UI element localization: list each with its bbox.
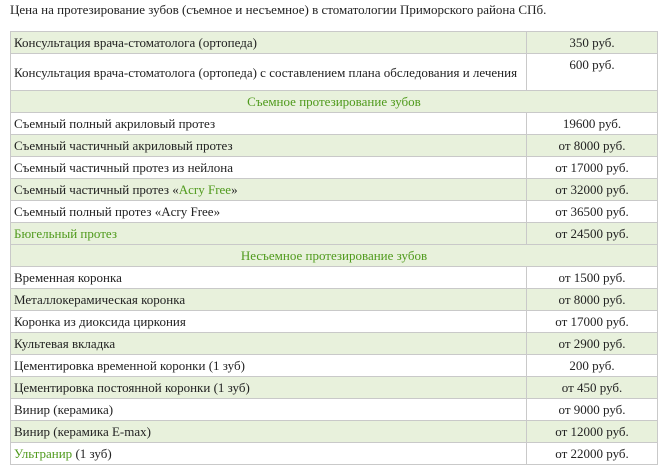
service-name: Цементировка постоянной коронки (1 зуб) xyxy=(11,377,527,399)
table-row xyxy=(11,443,658,465)
service-name: Съемный частичный протез из нейлона xyxy=(11,157,527,179)
table-row xyxy=(11,135,658,157)
service-name: Консультация врача-стоматолога (ортопеда) с составлением плана обследования и лечения xyxy=(11,54,527,91)
service-name: Временная коронка xyxy=(11,267,527,289)
service-name: Винир (керамика E-max) xyxy=(11,421,527,443)
service-name: Съемный частичный акриловый протез xyxy=(11,135,527,157)
service-price: от 1500 руб. xyxy=(527,267,658,289)
service-name: Съемный полный акриловый протез xyxy=(11,113,527,135)
service-name-prefix: Съемный частичный протез « xyxy=(14,182,179,197)
service-price: от 36500 руб. xyxy=(527,201,658,223)
service-price: 200 руб. xyxy=(527,355,658,377)
service-price: от 8000 руб. xyxy=(527,135,658,157)
table-row xyxy=(11,289,658,311)
table-row xyxy=(11,421,658,443)
table-row xyxy=(11,223,658,245)
table-row xyxy=(11,157,658,179)
table-row xyxy=(11,54,658,91)
service-name-suffix: » xyxy=(231,182,238,197)
service-name xyxy=(11,223,527,245)
service-name xyxy=(11,179,527,201)
service-price: от 17000 руб. xyxy=(527,311,658,333)
price-table xyxy=(10,31,658,465)
section-header-removable xyxy=(11,91,658,113)
table-row xyxy=(11,113,658,135)
service-name xyxy=(11,443,527,465)
table-row xyxy=(11,201,658,223)
section-title: Несъемное протезирование зубов xyxy=(11,245,658,267)
table-row xyxy=(11,355,658,377)
service-price: 19600 руб. xyxy=(527,113,658,135)
service-name-suffix: (1 зуб) xyxy=(72,446,112,461)
table-row xyxy=(11,179,658,201)
service-name: Культевая вкладка xyxy=(11,333,527,355)
service-name: Консультация врача-стоматолога (ортопеда) xyxy=(11,32,527,54)
price-caption: Цена на протезирование зубов (съемное и несъемное) в стоматологии Приморского района СПб. xyxy=(10,2,547,17)
service-price: от 2900 руб. xyxy=(527,333,658,355)
table-row xyxy=(11,377,658,399)
service-price: от 8000 руб. xyxy=(527,289,658,311)
table-row xyxy=(11,32,658,54)
service-price: 350 руб. xyxy=(527,32,658,54)
section-title: Съемное протезирование зубов xyxy=(11,91,658,113)
ultranir-link[interactable]: Ультранир xyxy=(14,446,73,461)
service-price: от 22000 руб. xyxy=(527,443,658,465)
service-price: от 24500 руб. xyxy=(527,223,658,245)
service-price: от 450 руб. xyxy=(527,377,658,399)
service-price: от 9000 руб. xyxy=(527,399,658,421)
table-row xyxy=(11,333,658,355)
service-name: Винир (керамика) xyxy=(11,399,527,421)
acry-free-link[interactable]: Acry Free xyxy=(178,182,232,197)
service-name: Металлокерамическая коронка xyxy=(11,289,527,311)
service-price: от 32000 руб. xyxy=(527,179,658,201)
table-row xyxy=(11,267,658,289)
table-row xyxy=(11,311,658,333)
service-price: от 17000 руб. xyxy=(527,157,658,179)
section-header-fixed xyxy=(11,245,658,267)
service-price: 600 руб. xyxy=(527,54,658,91)
service-price: от 12000 руб. xyxy=(527,421,658,443)
service-name: Коронка из диоксида циркония xyxy=(11,311,527,333)
service-name: Съемный полный протез «Acry Free» xyxy=(11,201,527,223)
table-row xyxy=(11,399,658,421)
service-name: Цементировка временной коронки (1 зуб) xyxy=(11,355,527,377)
bugel-prosthesis-link[interactable]: Бюгельный протез xyxy=(14,226,117,241)
